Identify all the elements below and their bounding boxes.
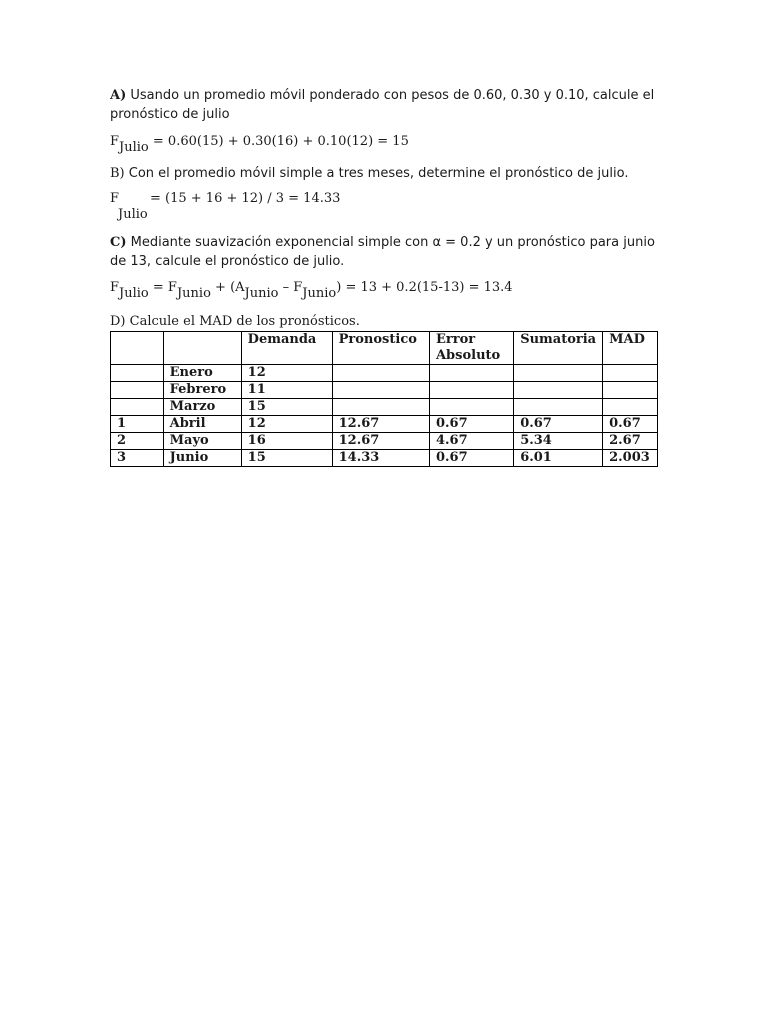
table-cell: 3 (111, 450, 164, 467)
table-cell: Febrero (163, 382, 241, 399)
question-b-text: Con el promedio móvil simple a tres meses, determine el pronóstico de julio. (128, 166, 629, 181)
table-cell (332, 365, 429, 382)
question-c-text: Mediante suavización exponencial simple con α = 0.2 y un pronóstico para junio de 13, calcule el pronóstico de julio. (110, 235, 655, 269)
table-cell: 16 (241, 433, 332, 450)
question-a-label: A) (110, 88, 127, 103)
equation-b-f: F (110, 191, 120, 206)
equation-c-sub1: Julio (119, 286, 149, 301)
table-cell: Enero (163, 365, 241, 382)
table-row (111, 450, 658, 467)
equation-a-sub: Julio (119, 140, 149, 155)
table-header-cell: MAD (603, 332, 658, 365)
table-cell: Marzo (163, 399, 241, 416)
table-cell (603, 365, 658, 382)
table-cell (111, 382, 164, 399)
table-header-cell: Demanda (241, 332, 332, 365)
table-cell (514, 365, 603, 382)
question-b (110, 164, 658, 183)
table-cell: Mayo (163, 433, 241, 450)
mad-table (110, 331, 658, 467)
question-d (110, 312, 658, 331)
equation-c-part1: = F (148, 280, 177, 295)
table-cell (514, 399, 603, 416)
table-header-cell: Sumatoria (514, 332, 603, 365)
question-c-label: C) (110, 235, 127, 250)
question-b-label: B) (110, 166, 125, 181)
table-cell (429, 399, 513, 416)
equation-b-rhs: = (15 + 16 + 12) / 3 = 14.33 (150, 191, 341, 206)
table-cell (514, 382, 603, 399)
table-cell: 2.67 (603, 433, 658, 450)
equation-a-f: F (110, 134, 120, 149)
table-cell (332, 399, 429, 416)
equation-c-sub2: Junio (176, 286, 211, 301)
table-header-cell: Error Absoluto (429, 332, 513, 365)
question-a (110, 86, 658, 124)
table-cell: 0.67 (429, 416, 513, 433)
table-cell: 15 (241, 450, 332, 467)
table-cell: 4.67 (429, 433, 513, 450)
table-cell: 6.01 (514, 450, 603, 467)
table-header-cell (111, 332, 164, 365)
table-cell: 0.67 (429, 450, 513, 467)
table-cell: 15 (241, 399, 332, 416)
table-cell (332, 382, 429, 399)
table-cell: 12.67 (332, 433, 429, 450)
table-cell: 5.34 (514, 433, 603, 450)
equation-a (110, 134, 658, 164)
table-cell: 12 (241, 416, 332, 433)
question-c (110, 233, 658, 271)
table-cell (429, 382, 513, 399)
question-a-text: Usando un promedio móvil ponderado con pesos de 0.60, 0.30 y 0.10, calcule el pronóstico de julio (110, 88, 655, 122)
equation-c-sub4: Junio (302, 286, 337, 301)
table-row (111, 416, 658, 433)
table-cell: 2 (111, 433, 164, 450)
equation-a-rhs: = 0.60(15) + 0.30(16) + 0.10(12) = 15 (152, 134, 409, 149)
table-cell (111, 399, 164, 416)
table-cell (429, 365, 513, 382)
table-cell: 12.67 (332, 416, 429, 433)
table-cell: 11 (241, 382, 332, 399)
document-page (110, 86, 658, 467)
table-cell: Abril (163, 416, 241, 433)
table-cell (111, 365, 164, 382)
table-cell: 0.67 (514, 416, 603, 433)
table-cell: 12 (241, 365, 332, 382)
table-row (111, 382, 658, 399)
table-row (111, 399, 658, 416)
question-d-text: Calcule el MAD de los pronósticos. (129, 314, 360, 329)
equation-c-sub3: Junio (244, 286, 279, 301)
table-row (111, 433, 658, 450)
table-cell (603, 382, 658, 399)
equation-c-part3: – F (278, 280, 303, 295)
equation-b (110, 191, 658, 227)
equation-c (110, 280, 658, 312)
table-cell: 1 (111, 416, 164, 433)
table-cell: 0.67 (603, 416, 658, 433)
equation-b-sub: Julio (118, 207, 148, 222)
equation-c-end: ) = 13 + 0.2(15-13) = 13.4 (336, 280, 513, 295)
table-row (111, 365, 658, 382)
table-cell: Junio (163, 450, 241, 467)
equation-c-part2: + (A (210, 280, 245, 295)
table-cell (603, 399, 658, 416)
table-header-cell: Pronostico (332, 332, 429, 365)
table-cell: 2.003 (603, 450, 658, 467)
table-header-cell (163, 332, 241, 365)
question-d-label: D) (110, 314, 126, 329)
table-header-row (111, 332, 658, 365)
equation-c-f: F (110, 280, 120, 295)
table-cell: 14.33 (332, 450, 429, 467)
